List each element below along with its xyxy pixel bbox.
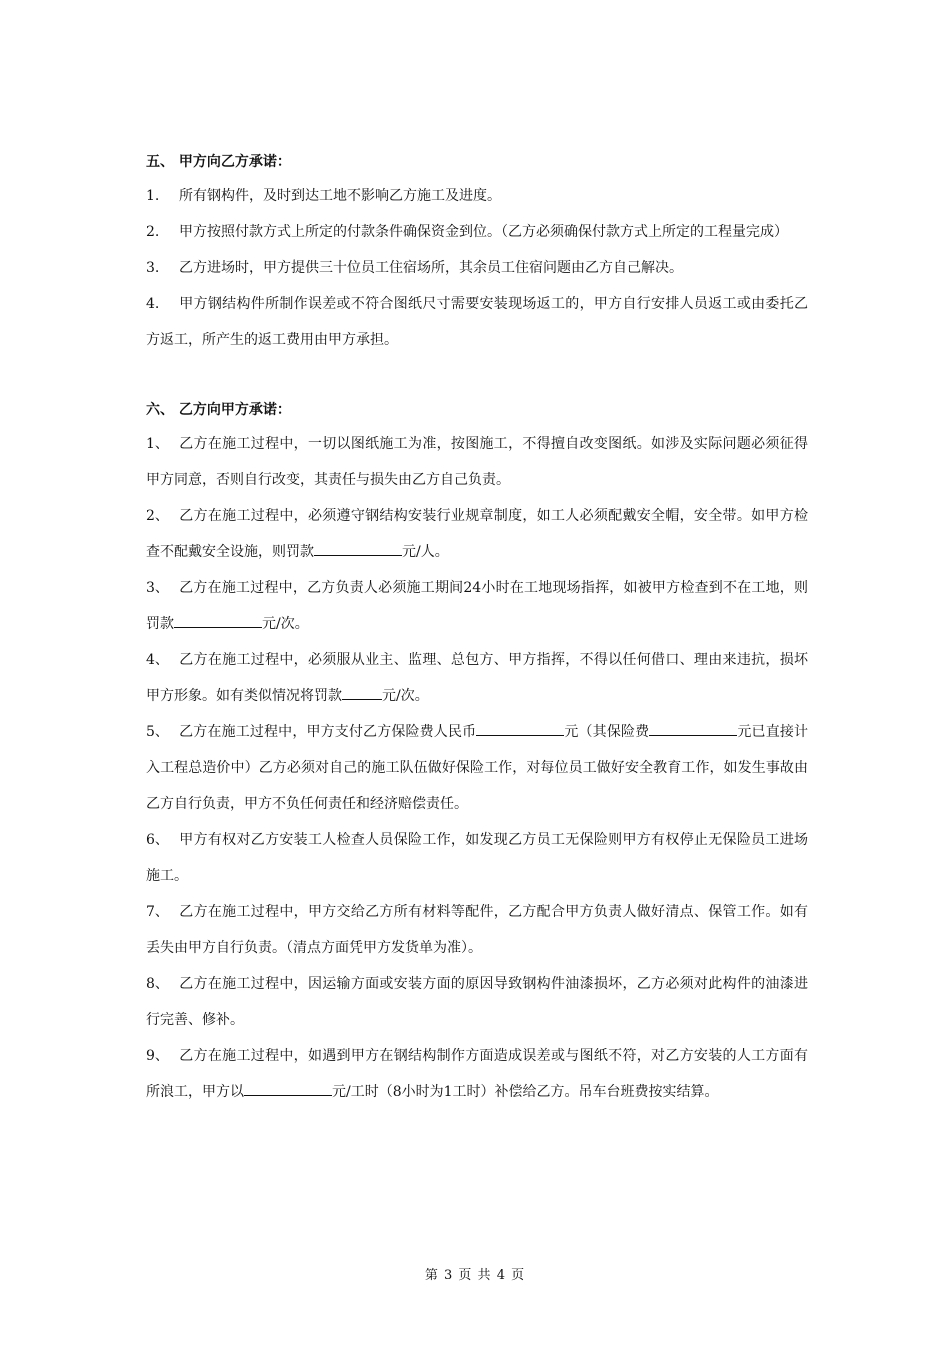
item-text: 乙方进场时，甲方提供三十位员工住宿场所，其余员工住宿问题由乙方自己解决。: [179, 260, 683, 276]
document-body: [146, 150, 808, 1110]
section-6-item-6: [146, 822, 808, 894]
item-text: 甲方按照付款方式上所定的付款条件确保资金到位。（乙方必须确保付款方式上所定的工程量完成）: [179, 224, 788, 240]
item-text-unit: 元/次。: [382, 688, 429, 704]
section-6-item-2: [146, 498, 808, 570]
section-5-item-3: [146, 250, 808, 286]
item-text: 乙方在施工过程中，甲方支付乙方保险费人民币: [179, 724, 477, 740]
item-text: 乙方在施工过程中，必须服从业主、监理、总包方、甲方指挥，不得以任何借口、理由来违抗，损坏甲方形象。如有类似情况将罚款: [146, 652, 808, 704]
item-number: 1、: [146, 436, 169, 452]
section-6-item-9: [146, 1038, 808, 1110]
fine-amount-blank[interactable]: [314, 539, 402, 556]
section-5-item-2: [146, 214, 808, 250]
item-number: 1.: [146, 188, 160, 204]
item-number: 2、: [146, 508, 169, 524]
insurance-fee-blank[interactable]: [649, 719, 737, 736]
item-text: 乙方在施工过程中，因运输方面或安装方面的原因导致钢构件油漆损坏，乙方必须对此构件的油漆进行完善、修补。: [146, 976, 808, 1028]
item-text: 乙方在施工过程中，一切以图纸施工为准，按图施工，不得擅自改变图纸。如涉及实际问题必须征得甲方同意，否则自行改变，其责任与损失由乙方自己负责。: [146, 436, 808, 488]
item-text: 乙方在施工过程中，乙方负责人必须施工期间24小时在工地现场指挥，如被甲方检查到不在工地，则罚款: [146, 580, 808, 632]
section-6-item-3: [146, 570, 808, 642]
item-number: 7、: [146, 904, 169, 920]
item-text-mid: 元（其保险费: [564, 724, 650, 740]
section-6-item-5: [146, 714, 808, 822]
section-6-title: 六、 乙方向甲方承诺：: [146, 402, 291, 418]
item-text: 乙方在施工过程中，甲方交给乙方所有材料等配件，乙方配合甲方负责人做好清点、保管工作。如有丢失由甲方自行负责。（清点方面凭甲方发货单为准）。: [146, 904, 808, 956]
section-6-item-1: [146, 426, 808, 498]
insurance-amount-blank[interactable]: [476, 719, 564, 736]
section-6-item-8: [146, 966, 808, 1038]
item-text: 甲方有权对乙方安装工人检查人员保险工作，如发现乙方员工无保险则甲方有权停止无保险员工进场施工。: [146, 832, 808, 884]
item-number: 3.: [146, 260, 160, 276]
item-number: 5、: [146, 724, 169, 740]
item-text-unit: 元/次。: [262, 616, 309, 632]
item-text-rest: 元/工时（8小时为1工时）补偿给乙方。吊车台班费按实结算。: [332, 1084, 719, 1100]
fine-amount-blank[interactable]: [342, 683, 382, 700]
item-number: 4.: [146, 296, 160, 312]
item-text: 乙方在施工过程中，如遇到甲方在钢结构制作方面造成误差或与图纸不符，对乙方安装的人工方面有所浪工，甲方以: [146, 1048, 808, 1100]
item-text-rest: 元已直接计入工程总造价中）乙方必须对自己的施工队伍做好保险工作，对每位员工做好安全教育工作，如发生事故由乙方自行负责，甲方不负任何责任和经济赔偿责任。: [146, 724, 809, 812]
page-footer: 第 3 页 共 4 页: [424, 1268, 526, 1283]
item-text: 所有钢构件，及时到达工地不影响乙方施工及进度。: [179, 188, 501, 204]
section-5-item-4: [146, 286, 808, 358]
item-number: 6、: [146, 832, 169, 848]
item-number: 2.: [146, 224, 160, 240]
item-number: 4、: [146, 652, 169, 668]
section-5-title: 五、 甲方向乙方承诺：: [146, 154, 291, 170]
section-6-item-7: [146, 894, 808, 966]
section-6-item-4: [146, 642, 808, 714]
compensation-rate-blank[interactable]: [244, 1079, 332, 1096]
item-text: 甲方钢结构件所制作误差或不符合图纸尺寸需要安装现场返工的，甲方自行安排人员返工或由委托乙方返工，所产生的返工费用由甲方承担。: [146, 296, 808, 348]
item-text: 乙方在施工过程中，必须遵守钢结构安装行业规章制度，如工人必须配戴安全帽，安全带。如甲方检查不配戴安全设施，则罚款: [146, 508, 808, 560]
item-number: 9、: [146, 1048, 169, 1064]
fine-amount-blank[interactable]: [174, 611, 262, 628]
item-number: 3、: [146, 580, 169, 596]
item-number: 8、: [146, 976, 169, 992]
section-5-item-1: [146, 178, 808, 214]
item-text-unit: 元/人。: [402, 544, 449, 560]
